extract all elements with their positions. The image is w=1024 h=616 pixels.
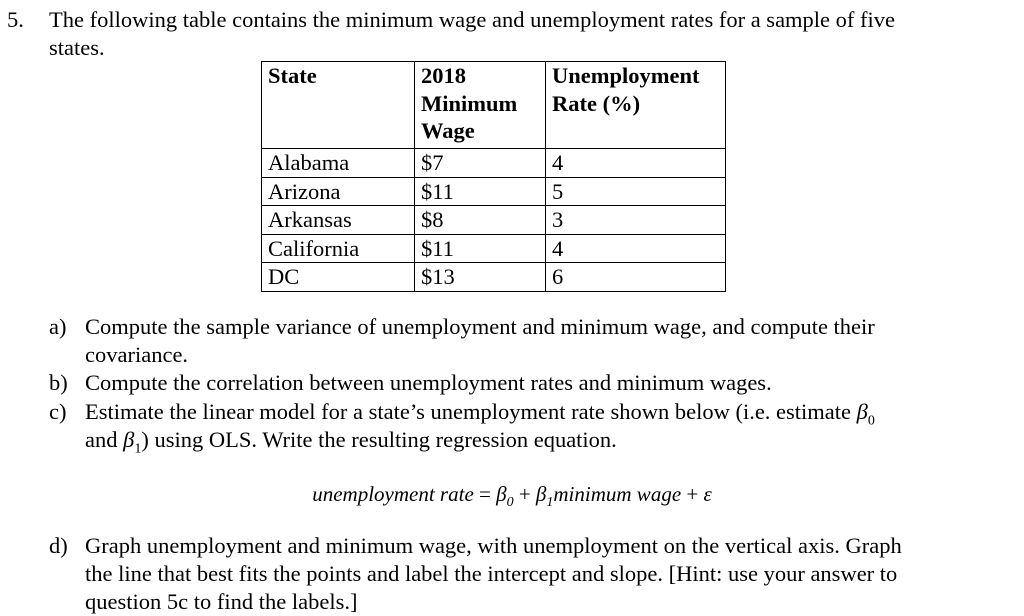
question-number: 5. [7, 7, 24, 32]
cell-rate: 4 [546, 234, 726, 263]
part-c-line2-post: ) using OLS. Write the resulting regression equation. [141, 427, 617, 452]
part-c-line2 [85, 427, 617, 463]
cell-state: Alabama [262, 149, 415, 178]
cell-rate: 6 [546, 263, 726, 292]
table-row [262, 234, 726, 263]
table-header-row [262, 62, 726, 149]
part-c-line1-text: Estimate the linear model for a state’s unemployment rate shown below (i.e. estimate [85, 399, 857, 424]
equation-sub1: 1 [546, 495, 554, 511]
cell-wage: $11 [415, 234, 546, 263]
part-d-line2: the line that best fits the points and label the intercept and slope. [Hint: use your answer to [85, 561, 898, 586]
equation-plus: + [513, 482, 536, 506]
cell-state: Arkansas [262, 206, 415, 235]
cell-rate: 5 [546, 177, 726, 206]
part-b-label: b) [49, 370, 68, 395]
part-c-label: c) [49, 399, 67, 424]
part-a-label: a) [49, 314, 67, 339]
cell-wage: $7 [415, 149, 546, 178]
part-d-line3: question 5c to find the labels.] [85, 589, 358, 614]
table-row [262, 149, 726, 178]
equation-equals: = [473, 482, 497, 506]
header-unemp-line1: Unemployment [552, 63, 700, 88]
cell-state: California [262, 234, 415, 263]
part-b-line1: Compute the correlation between unemployment rates and minimum wages. [85, 370, 772, 395]
header-state [262, 62, 415, 149]
part-d-label: d) [49, 533, 68, 558]
beta-subscript-0: 0 [867, 413, 875, 429]
part-a-line1: Compute the sample variance of unemployment and minimum wage, and compute their [85, 314, 875, 339]
table-row [262, 177, 726, 206]
cell-state: Arizona [262, 177, 415, 206]
header-unemployment-rate [546, 62, 726, 149]
equation-beta0: β [496, 482, 507, 506]
header-wage-line3: Wage [421, 118, 475, 143]
question-intro-line1: The following table contains the minimum wage and unemployment rates for a sample of five [49, 7, 896, 32]
part-c-line2-pre: and [85, 427, 124, 452]
equation-beta1: β [535, 482, 547, 506]
equation-plus2: + [681, 482, 704, 506]
regression-equation [0, 481, 1024, 516]
equation-sub0: 0 [506, 495, 514, 511]
cell-wage: $11 [415, 177, 546, 206]
header-wage-line1: 2018 [421, 63, 466, 88]
equation-epsilon: ε [703, 482, 712, 506]
beta-symbol: β [856, 399, 868, 424]
equation-term: minimum wage [553, 482, 682, 506]
part-a-line2: covariance. [85, 342, 189, 367]
cell-wage: $8 [415, 206, 546, 235]
header-state-label: State [268, 63, 317, 88]
cell-rate: 3 [546, 206, 726, 235]
header-wage-line2: Minimum [421, 90, 518, 116]
beta-symbol: β [123, 427, 135, 452]
question-intro-line2: states. [49, 35, 105, 60]
cell-wage: $13 [415, 263, 546, 292]
beta-subscript-1: 1 [134, 441, 142, 457]
table-row [262, 263, 726, 292]
cell-rate: 4 [546, 149, 726, 178]
part-d-line1: Graph unemployment and minimum wage, with unemployment on the vertical axis. Graph [85, 533, 902, 558]
equation-lhs: unemployment rate [312, 482, 474, 506]
wage-unemployment-table [261, 61, 726, 292]
cell-state: DC [262, 263, 415, 292]
table-row [262, 206, 726, 235]
header-minimum-wage [415, 62, 546, 149]
header-unemp-line2: Rate (%) [552, 90, 641, 116]
